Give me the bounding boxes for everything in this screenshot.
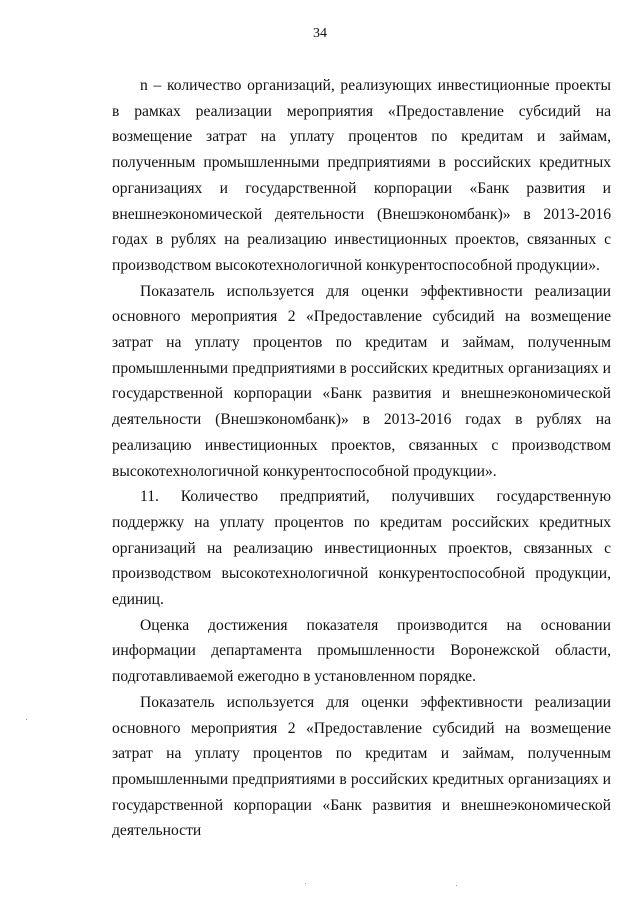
document-body [112, 73, 611, 844]
scan-speck [456, 885, 457, 886]
scan-speck [26, 719, 27, 720]
scan-speck [305, 883, 306, 884]
paragraph-indicator-usage-2: Показатель используется для оценки эффективности реализации основного мероприятия 2 «Предоставление субсидий на возмещение затрат на уплату процентов по кредитам и займам, полученным промышленными предприятиями в российских кредитных организациях и государственной корпорации «Банк развития и внешнеэкономической деятельности [112, 693, 611, 840]
page-number: 34 [313, 26, 327, 41]
paragraph-indicator-usage-1: Показатель используется для оценки эффективности реализации основного мероприятия 2 «Предоставление субсидий на возмещение затрат на уплату процентов по кредитам и займам, полученным промышленными предприятиями в российских кредитных организациях и государственной корпорации «Банк развития и внешнеэкономической деятельности (Внешэкономбанк)» в 2013-2016 годах в рублях на реализацию инвестиционных проектов, связанных с производством высокотехнологичной конкурентоспособной продукции». [112, 282, 611, 480]
paragraph-item-11: 11. Количество предприятий, получивших государственную поддержку на уплату процентов по кредитам российских кредитных организаций на реализацию инвестиционных проектов, связанных с производством высокотехнологичной конкурентоспособной продукции, единиц. [112, 488, 611, 609]
paragraph-assessment-basis: Оценка достижения показателя производится на основании информации департамента промышленности Воронежской области, подготавливаемой ежегодно в установленном порядке. [112, 616, 611, 686]
paragraph-n-definition: n – количество организаций, реализующих инвестиционные проекты в рамках реализации мероприятия «Предоставление субсидий на возмещение затрат на уплату процентов по кредитам и займам, полученным промышленными предприятиями в российских кредитных организациях и государственной корпорации «Банк развития и внешнеэкономической деятельности (Внешэкономбанк)» в 2013-2016 годах в рублях на реализацию инвестиционных проектов, связанных с производством высокотехнологичной конкурентоспособной продукции». [112, 77, 611, 274]
